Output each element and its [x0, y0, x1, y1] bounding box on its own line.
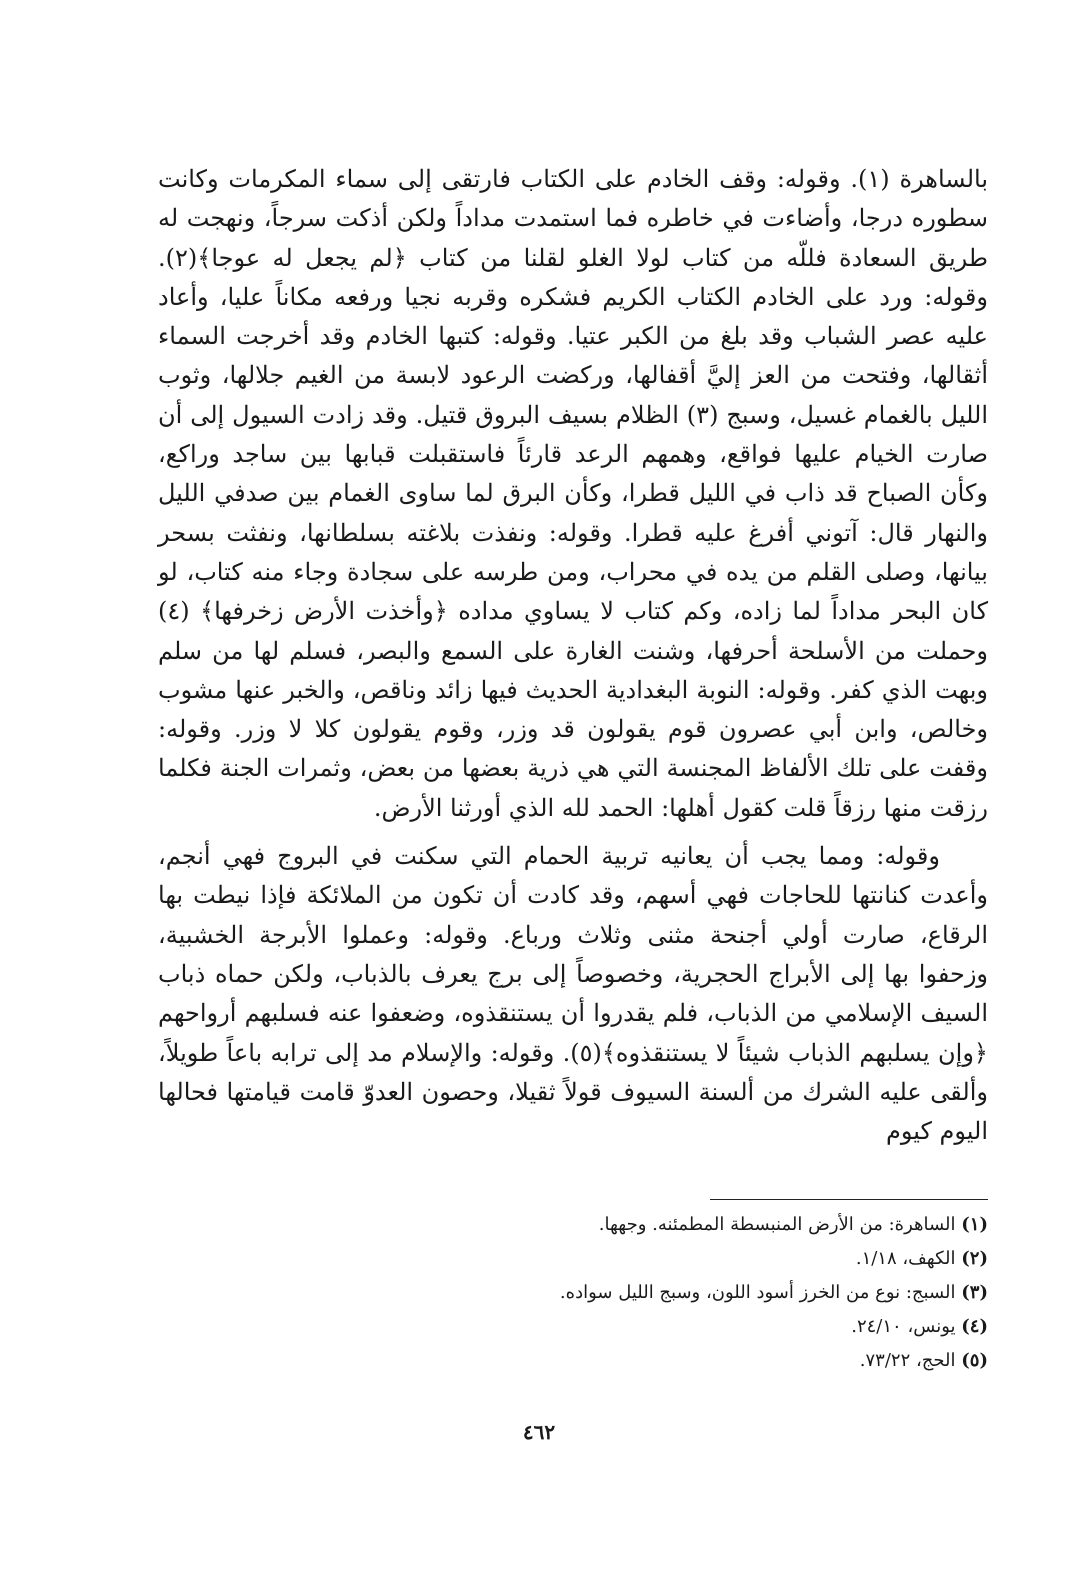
footnote-marker: (٣) [961, 1282, 988, 1303]
footnote-text: الحج، ٧٣/٢٢. [859, 1350, 956, 1371]
footnote-separator [710, 1199, 988, 1200]
footnote-text: يونس، ٢٤/١٠. [851, 1316, 956, 1337]
footnote-1 [300, 1208, 988, 1242]
footnote-marker: (٥) [961, 1350, 988, 1371]
footnote-marker: (١) [961, 1214, 988, 1235]
paragraph-2: وقوله: ومما يجب أن يعانيه تربية الحمام التي سكنت في البروج فهي أنجم، وأعدت كنانتها للحاجات فهي أسهم، وقد كادت أن تكون من الملائكة فإذا نيطت بها الرقاع، صارت أولي أجنحة مثنى وثلاث ورباع. وقوله: وعملوا الأبرجة الخشبية، وزحفوا بها إلى الأبراج الحجرية، وخصوصاً إلى برج يعرف بالذباب، ولكن حماه ذباب السيف الإسلامي من الذباب، فلم يقدروا أن يستنقذوه، وضعفوا عنه فسلبهم أرواحهم ﴿وإن يسلبهم الذباب شيئاً لا يستنقذوه﴾(٥). وقوله: والإسلام مد إلى ترابه باعاً طويلاً، وألقى عليه الشرك من ألسنة السيوف قولاً ثقيلا، وحصون العدوّ قامت قيامتها فحالها اليوم كيوم [158, 842, 988, 1146]
footnote-5 [300, 1344, 988, 1378]
page-number: ٤٦٢ [522, 1420, 556, 1444]
footnote-3 [300, 1276, 988, 1310]
footnotes [300, 1208, 988, 1378]
footnote-4 [300, 1310, 988, 1344]
footnote-marker: (٢) [961, 1248, 988, 1269]
footnote-marker: (٤) [961, 1316, 988, 1337]
paragraph-1: بالساهرة (١). وقوله: وقف الخادم على الكتاب فارتقى إلى سماء المكرمات وكانت سطوره درجا، وأضاءت في خاطره فما استمدت مداداً ولكن أذكت سرجاً، ونهجت له طريق السعادة فللّه من كتاب لولا الغلو لقلنا من كتاب ﴿لم يجعل له عوجا﴾(٢). وقوله: ورد على الخادم الكتاب الكريم فشكره وقربه نجيا ورفعه مكاناً عليا، وأعاد عليه عصر الشباب وقد بلغ من الكبر عتيا. وقوله: كتبها الخادم وقد أخرجت السماء أثقالها، وفتحت من العز إليَّ أقفالها، وركضت الرعود لابسة من الغيم جلالها، وثوب الليل بالغمام غسيل، وسبج (٣) الظلام بسيف البروق قتيل. وقد زادت السيول إلى أن صارت الخيام عليها فواقع، وهمهم الرعد قارئاً فاستقبلت قبابها بين ساجد وراكع، وكأن الصباح قد ذاب في الليل قطرا، وكأن البرق لما ساوى الغمام بين صدفي الليل والنهار قال: آتوني أفرغ عليه قطرا. وقوله: ونفذت بلاغته بسلطانها، ونفثت بسحر بيانها، وصلى القلم من يده في محراب، ومن طرسه على سجادة وجاء منه كتاب، لو كان البحر مداداً لما زاده، وكم كتاب لا يساوي مداده ﴿وأخذت الأرض زخرفها﴾ (٤) وحملت من الأسلحة أحرفها، وشنت الغارة على السمع والبصر، فسلم لها من سلم وبهت الذي كفر. وقوله: النوبة البغدادية الحديث فيها زائد وناقص، والخبر عنها مشوب وخالص، وابن أبي عصرون قوم يقولون قد وزر، وقوم يقولون كلا لا وزر. وقوله: وقفت على تلك الألفاظ المجنسة التي هي ذرية بعضها من بعض، وثمرات الجنة فكلما رزقت منها رزقاً قلت كقول أهلها: الحمد لله الذي أورثنا الأرض. [158, 165, 988, 822]
footnote-text: الكهف، ١/١٨. [855, 1248, 956, 1269]
footnote-text: الساهرة: من الأرض المنبسطة المطمئنه. وجهها. [598, 1214, 956, 1235]
footnote-2 [300, 1242, 988, 1276]
footnote-text: السبج: نوع من الخرز أسود اللون، وسبج الليل سواده. [559, 1282, 956, 1303]
main-text [158, 160, 988, 1151]
